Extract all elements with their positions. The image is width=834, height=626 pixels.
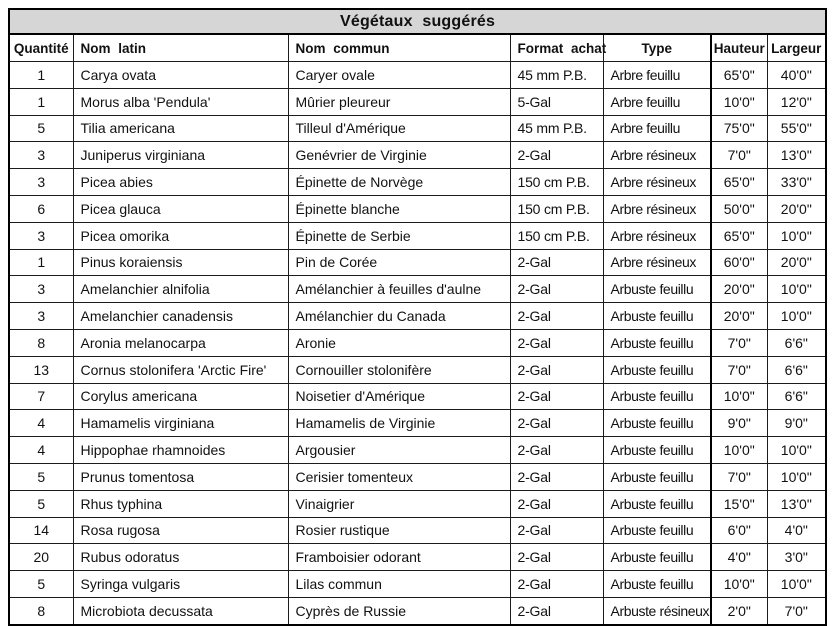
cell-quantity: 4 [9,410,73,437]
cell-width: 20'0" [767,195,826,222]
table-row [9,571,826,598]
cell-common: Aronie [288,329,510,356]
cell-common: Cyprès de Russie [288,597,510,624]
cell-latin: Rhus typhina [73,490,288,517]
cell-common: Vinaigrier [288,490,510,517]
column-header-latin: Nom latin [73,34,288,62]
column-header-common: Nom commun [288,34,510,62]
cell-latin: Syringa vulgaris [73,571,288,598]
cell-common: Caryer ovale [288,62,510,89]
cell-format: 2-Gal [510,142,603,169]
cell-width: 33'0" [767,169,826,196]
cell-format: 2-Gal [510,517,603,544]
table-row [9,249,826,276]
cell-latin: Amelanchier alnifolia [73,276,288,303]
cell-common: Argousier [288,437,510,464]
cell-type: Arbre résineux [603,249,711,276]
header-row [9,34,826,62]
cell-latin: Picea omorika [73,222,288,249]
cell-type: Arbre résineux [603,195,711,222]
cell-common: Tilleul d'Amérique [288,115,510,142]
cell-width: 6'6" [767,383,826,410]
cell-type: Arbuste feuillu [603,463,711,490]
cell-latin: Picea abies [73,169,288,196]
table-row [9,115,826,142]
cell-common: Rosier rustique [288,517,510,544]
cell-latin: Rubus odoratus [73,544,288,571]
cell-height: 10'0" [711,571,767,598]
cell-format: 2-Gal [510,303,603,330]
cell-width: 10'0" [767,571,826,598]
cell-height: 20'0" [711,303,767,330]
cell-type: Arbuste feuillu [603,303,711,330]
cell-common: Mûrier pleureur [288,88,510,115]
cell-width: 3'0" [767,544,826,571]
table-body [9,62,826,625]
cell-height: 6'0" [711,517,767,544]
cell-latin: Rosa rugosa [73,517,288,544]
cell-type: Arbre résineux [603,142,711,169]
cell-format: 150 cm P.B. [510,222,603,249]
table-row [9,142,826,169]
cell-type: Arbuste feuillu [603,383,711,410]
suggested-plants-table [8,8,827,626]
cell-format: 45 mm P.B. [510,62,603,89]
cell-format: 2-Gal [510,356,603,383]
cell-height: 15'0" [711,490,767,517]
cell-height: 4'0" [711,544,767,571]
table-row [9,437,826,464]
cell-common: Lilas commun [288,571,510,598]
cell-quantity: 5 [9,571,73,598]
cell-quantity: 8 [9,597,73,624]
cell-type: Arbre feuillu [603,62,711,89]
cell-format: 150 cm P.B. [510,195,603,222]
title-row [9,9,826,34]
cell-height: 65'0" [711,169,767,196]
cell-format: 45 mm P.B. [510,115,603,142]
cell-format: 5-Gal [510,88,603,115]
cell-latin: Aronia melanocarpa [73,329,288,356]
table-row [9,597,826,624]
cell-quantity: 1 [9,62,73,89]
table-row [9,490,826,517]
cell-width: 10'0" [767,437,826,464]
cell-type: Arbuste feuillu [603,276,711,303]
table-row [9,383,826,410]
cell-type: Arbuste feuillu [603,329,711,356]
table-row [9,303,826,330]
cell-latin: Hamamelis virginiana [73,410,288,437]
table-row [9,410,826,437]
cell-width: 10'0" [767,303,826,330]
cell-width: 40'0" [767,62,826,89]
table-row [9,62,826,89]
table-title: Végétaux suggérés [9,9,826,34]
column-header-height: Hauteur [711,34,767,62]
cell-quantity: 14 [9,517,73,544]
cell-quantity: 3 [9,222,73,249]
cell-format: 2-Gal [510,329,603,356]
table-row [9,169,826,196]
cell-format: 2-Gal [510,463,603,490]
cell-format: 2-Gal [510,383,603,410]
cell-quantity: 6 [9,195,73,222]
cell-format: 150 cm P.B. [510,169,603,196]
cell-quantity: 1 [9,88,73,115]
cell-height: 10'0" [711,437,767,464]
cell-quantity: 3 [9,169,73,196]
cell-width: 9'0" [767,410,826,437]
cell-type: Arbuste feuillu [603,437,711,464]
cell-quantity: 8 [9,329,73,356]
cell-width: 7'0" [767,597,826,624]
column-header-type: Type [603,34,711,62]
cell-format: 2-Gal [510,544,603,571]
cell-format: 2-Gal [510,571,603,598]
cell-width: 12'0" [767,88,826,115]
cell-type: Arbre résineux [603,222,711,249]
cell-height: 7'0" [711,463,767,490]
cell-type: Arbuste feuillu [603,544,711,571]
cell-height: 7'0" [711,356,767,383]
cell-height: 60'0" [711,249,767,276]
cell-latin: Carya ovata [73,62,288,89]
cell-width: 55'0" [767,115,826,142]
cell-quantity: 5 [9,463,73,490]
cell-height: 2'0" [711,597,767,624]
cell-width: 6'6" [767,356,826,383]
cell-type: Arbre résineux [603,169,711,196]
column-header-quantity: Quantité [9,34,73,62]
table-row [9,276,826,303]
cell-latin: Corylus americana [73,383,288,410]
table-row [9,88,826,115]
table-row [9,329,826,356]
cell-width: 10'0" [767,276,826,303]
cell-quantity: 1 [9,249,73,276]
cell-common: Épinette de Norvège [288,169,510,196]
cell-latin: Picea glauca [73,195,288,222]
column-header-format: Format achat [510,34,603,62]
cell-common: Framboisier odorant [288,544,510,571]
cell-latin: Microbiota decussata [73,597,288,624]
cell-common: Amélanchier à feuilles d'aulne [288,276,510,303]
cell-quantity: 3 [9,142,73,169]
cell-height: 7'0" [711,142,767,169]
cell-type: Arbre feuillu [603,88,711,115]
cell-type: Arbuste feuillu [603,410,711,437]
cell-quantity: 4 [9,437,73,464]
table-row [9,463,826,490]
cell-latin: Tilia americana [73,115,288,142]
cell-height: 20'0" [711,276,767,303]
table-row [9,517,826,544]
cell-quantity: 13 [9,356,73,383]
cell-common: Épinette blanche [288,195,510,222]
cell-width: 20'0" [767,249,826,276]
cell-format: 2-Gal [510,437,603,464]
cell-quantity: 5 [9,490,73,517]
cell-latin: Cornus stolonifera 'Arctic Fire' [73,356,288,383]
cell-type: Arbuste feuillu [603,490,711,517]
cell-format: 2-Gal [510,597,603,624]
cell-height: 10'0" [711,383,767,410]
cell-height: 65'0" [711,222,767,249]
cell-quantity: 3 [9,276,73,303]
cell-latin: Prunus tomentosa [73,463,288,490]
cell-width: 10'0" [767,222,826,249]
cell-type: Arbuste résineux [603,597,711,624]
cell-quantity: 20 [9,544,73,571]
cell-format: 2-Gal [510,276,603,303]
cell-width: 10'0" [767,463,826,490]
cell-latin: Juniperus virginiana [73,142,288,169]
cell-height: 10'0" [711,88,767,115]
cell-height: 50'0" [711,195,767,222]
cell-format: 2-Gal [510,490,603,517]
table-row [9,222,826,249]
cell-width: 6'6" [767,329,826,356]
cell-type: Arbuste feuillu [603,571,711,598]
cell-height: 7'0" [711,329,767,356]
cell-latin: Amelanchier canadensis [73,303,288,330]
cell-latin: Pinus koraiensis [73,249,288,276]
cell-latin: Hippophae rhamnoides [73,437,288,464]
table-row [9,356,826,383]
cell-common: Hamamelis de Virginie [288,410,510,437]
cell-common: Épinette de Serbie [288,222,510,249]
cell-quantity: 7 [9,383,73,410]
cell-type: Arbuste feuillu [603,356,711,383]
cell-height: 65'0" [711,62,767,89]
cell-type: Arbre feuillu [603,115,711,142]
cell-latin: Morus alba 'Pendula' [73,88,288,115]
cell-height: 75'0" [711,115,767,142]
cell-quantity: 3 [9,303,73,330]
table-row [9,544,826,571]
cell-quantity: 5 [9,115,73,142]
cell-common: Genévrier de Virginie [288,142,510,169]
cell-width: 4'0" [767,517,826,544]
table-row [9,195,826,222]
cell-height: 9'0" [711,410,767,437]
cell-format: 2-Gal [510,249,603,276]
cell-width: 13'0" [767,490,826,517]
cell-common: Pin de Corée [288,249,510,276]
cell-common: Cornouiller stolonifère [288,356,510,383]
cell-format: 2-Gal [510,410,603,437]
cell-common: Cerisier tomenteux [288,463,510,490]
cell-common: Amélanchier du Canada [288,303,510,330]
cell-common: Noisetier d'Amérique [288,383,510,410]
column-header-width: Largeur [767,34,826,62]
cell-type: Arbuste feuillu [603,517,711,544]
cell-width: 13'0" [767,142,826,169]
